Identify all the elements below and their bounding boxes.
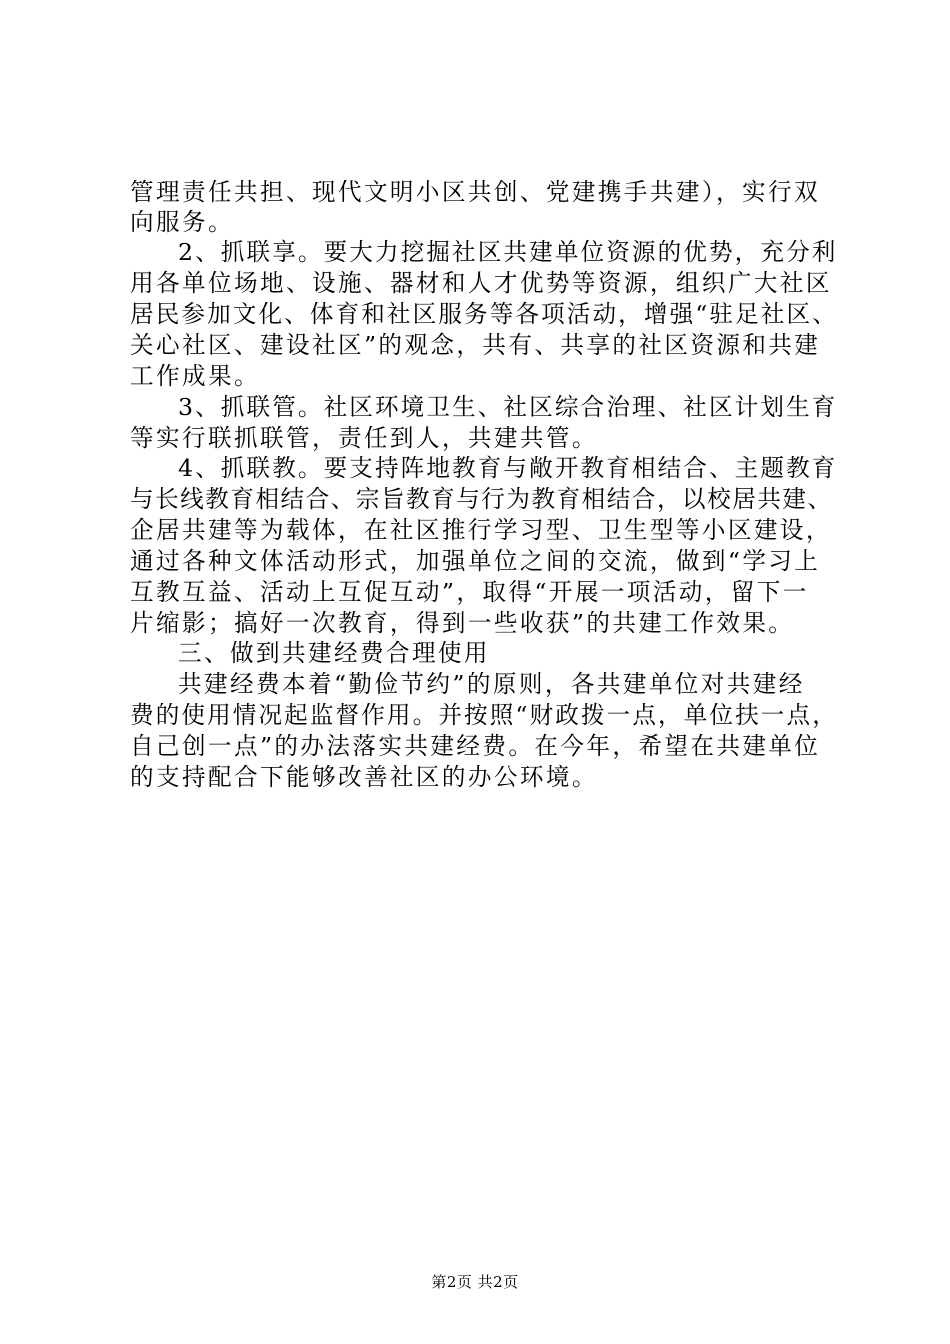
paragraph-line: 等实行联抓联管，责任到人，共建共管。	[130, 424, 598, 452]
paragraph-line: 与长线教育相结合、宗旨教育与行为教育相结合，以校居共建、	[130, 485, 833, 513]
paragraph-line: 向服务。	[130, 208, 234, 236]
section-heading: 三、做到共建经费合理使用	[178, 639, 490, 667]
paragraph-line: 通过各种文体活动形式，加强单位之间的交流，做到“学习上	[130, 547, 821, 575]
paragraph-line: 的支持配合下能够改善社区的办公环境。	[130, 763, 598, 791]
paragraph-line: 居民参加文化、体育和社区服务等各项活动，增强“驻足社区、	[130, 300, 838, 328]
page-footer: 第2页 共2页	[431, 1273, 519, 1291]
paragraph-line: 费的使用情况起监督作用。并按照“财政拨一点，单位扶一点，	[130, 701, 838, 729]
paragraph-line: 共建经费本着“勤俭节约”的原则，各共建单位对共建经	[178, 670, 805, 698]
paragraph-line: 用各单位场地、设施、器材和人才优势等资源，组织广大社区	[130, 269, 832, 297]
paragraph-line: 企居共建等为载体，在社区推行学习型、卫生型等小区建设，	[130, 516, 832, 544]
paragraph-line: 工作成果。	[130, 362, 260, 390]
paragraph-line: 3、抓联管。社区环境卫生、社区综合治理、社区计划生育	[178, 393, 838, 421]
paragraph-line: 4、抓联教。要支持阵地教育与敞开教育相结合、主题教育	[178, 454, 838, 482]
paragraph-line: 自己创一点”的办法落实共建经费。在今年，希望在共建单位	[130, 732, 821, 760]
paragraph-line: 互教互益、活动上互促互动”，取得“开展一项活动，留下一	[130, 578, 809, 606]
paragraph-line: 2、抓联享。要大力挖掘社区共建单位资源的优势，充分利	[178, 238, 838, 266]
paragraph-line: 片缩影；搞好一次教育，得到一些收获”的共建工作效果。	[130, 609, 795, 637]
paragraph-line: 关心社区、建设社区”的观念，共有、共享的社区资源和共建	[130, 331, 821, 359]
paragraph-line: 管理责任共担、现代文明小区共创、党建携手共建），实行双	[130, 178, 821, 206]
